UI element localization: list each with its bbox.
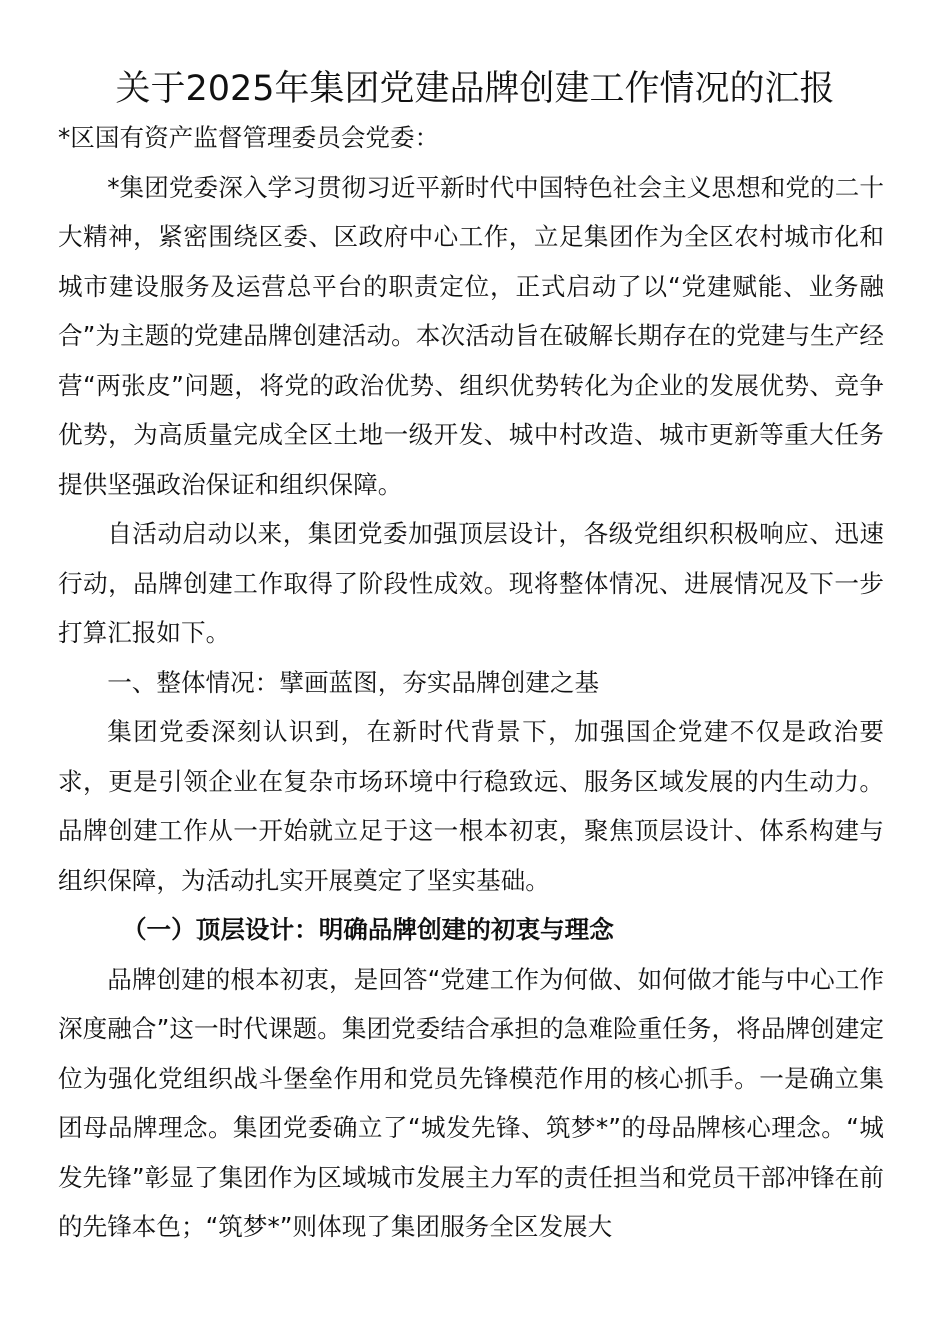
paragraph-progress: 自活动启动以来，集团党委加强顶层设计，各级党组织积极响应、迅速行动，品牌创建工作取得了阶段性成效。现将整体情况、进展情况及下一步打算汇报如下。	[58, 519, 884, 647]
subsection-heading-1: （一）顶层设计：明确品牌创建的初衷与理念	[121, 915, 614, 944]
paragraph-top-design: 品牌创建的根本初衷，是回答“党建工作为何做、如何做才能与中心工作深度融合”这一时代课题。集团党委结合承担的急难险重任务，将品牌创建定位为强化党组织战斗堡垒作用和党员先锋模范作用的核心抓手。一是确立集团母品牌理念。集团党委确立了“城发先锋、筑梦*”的母品牌核心理念。“城发先锋”彰显了集团作为区域城市发展主力军的责任担当和党员干部冲锋在前的先锋本色；“筑梦*”则体现了集团服务全区发展大	[58, 964, 884, 1241]
section-heading-1: 一、整体情况：擘画蓝图，夯实品牌创建之基	[107, 667, 600, 697]
salutation: *区国有资产监督管理委员会党委：	[58, 123, 440, 152]
paragraph-intro: *集团党委深入学习贯彻习近平新时代中国特色社会主义思想和党的二十大精神，紧密围绕区委、区政府中心工作，立足集团作为全区农村城市化和城市建设服务及运营总平台的职责定位，正式启动了以“党建赋能、业务融合”为主题的党建品牌创建活动。本次活动旨在破解长期存在的党建与生产经营“两张皮”问题，将党的政治优势、组织优势转化为企业的发展优势、竞争优势，为高质量完成全区土地一级开发、城中村改造、城市更新等重大任务提供坚强政治保证和组织保障。	[58, 172, 884, 499]
paragraph-overall: 集团党委深刻认识到，在新时代背景下，加强国企党建不仅是政治要求，更是引领企业在复杂市场环境中行稳致远、服务区域发展的内生动力。品牌创建工作从一开始就立足于这一根本初衷，聚焦顶层设计、体系构建与组织保障，为活动扎实开展奠定了坚实基础。	[58, 717, 884, 895]
document-body	[58, 113, 884, 1252]
document-title: 关于2025年集团党建品牌创建工作情况的汇报	[115, 69, 835, 109]
